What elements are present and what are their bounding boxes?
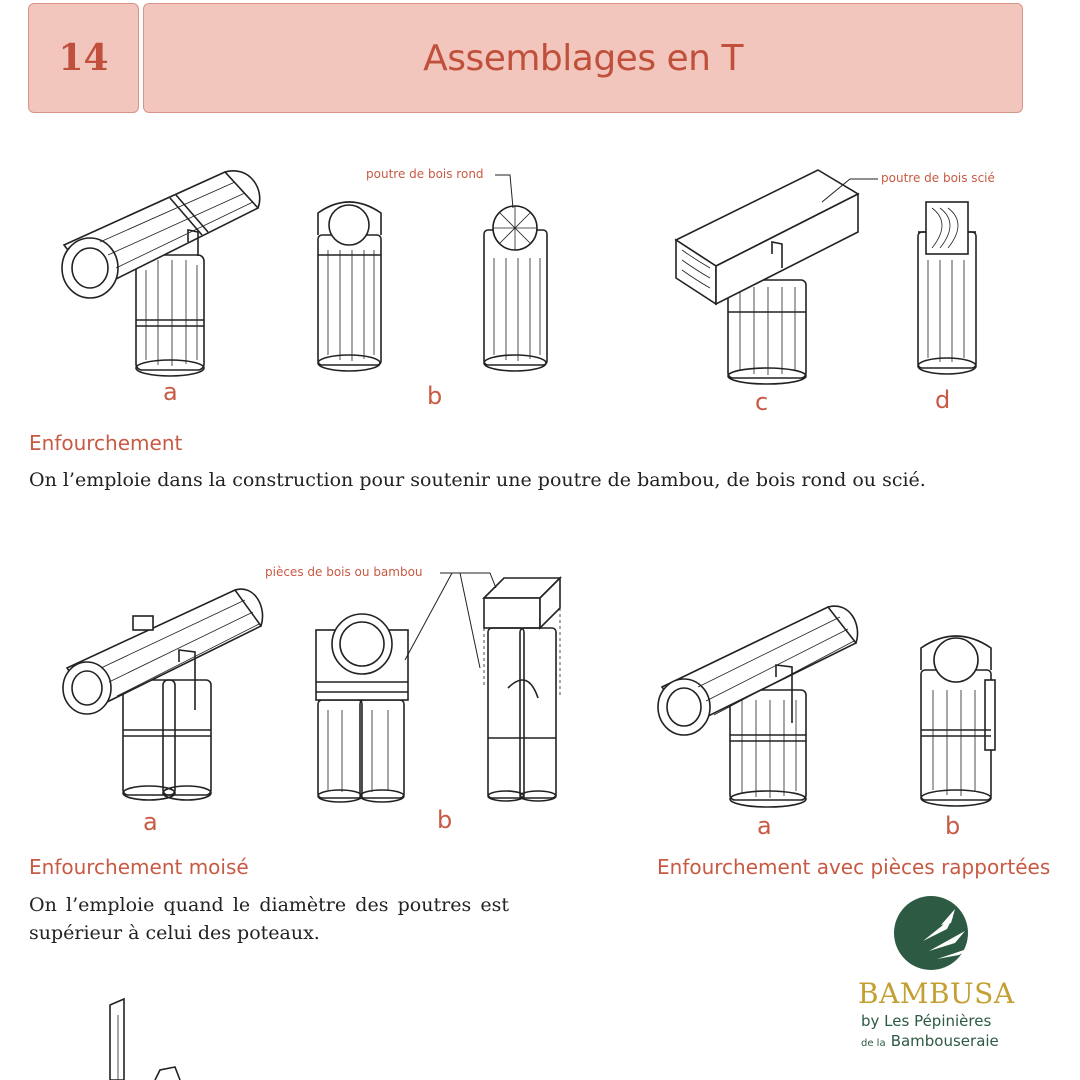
callout-poutre-bois-rond: poutre de bois rond (366, 167, 484, 181)
bamboo-leaf-icon (893, 895, 978, 975)
page-number: 14 (28, 3, 139, 113)
logo-subtitle-big: Bambouseraie (890, 1032, 999, 1050)
figure-label-1c: c (755, 388, 769, 416)
callout-poutre-bois-scie: poutre de bois scié (881, 171, 995, 185)
section-heading-enfourchement-moise: Enfourchement moisé (29, 855, 249, 879)
callout-pieces-bois-bambou: pièces de bois ou bambou (265, 565, 423, 579)
figure-label-3a: a (757, 812, 772, 840)
figure-label-2a: a (143, 808, 158, 836)
section-text-enfourchement-moise: On l’emploie quand le diamètre des poutres est supérieur à celui des poteaux. (29, 894, 509, 944)
drawing-1b-right (478, 200, 553, 375)
drawing-2a (55, 580, 270, 805)
callout-lines-pieces (400, 568, 500, 668)
drawing-1b-left (312, 195, 387, 375)
figure-label-1b: b (427, 382, 443, 410)
figure-label-2b: b (437, 806, 453, 834)
drawing-3b (915, 630, 1000, 810)
figure-label-1d: d (935, 386, 951, 414)
drawing-partial-bottom (100, 995, 210, 1080)
logo-subtitle-line1: by Les Pépinières (861, 1012, 992, 1030)
section-text-enfourchement: On l’emploie dans la construction pour soutenir une poutre de bambou, de bois rond ou scié. (29, 469, 926, 491)
callout-line-bois-scie (820, 176, 880, 206)
logo-subtitle-line2 (861, 1031, 999, 1050)
page-title: Assemblages en T (143, 3, 1023, 113)
drawing-2b-front (312, 600, 412, 805)
figure-label-3b: b (945, 812, 961, 840)
callout-line-bois-rond (495, 170, 525, 210)
logo-brand-name: BAMBUSA (858, 977, 1015, 1010)
logo-subtitle-small: de la (861, 1038, 886, 1049)
drawing-3a (650, 595, 865, 810)
figure-label-1a: a (163, 378, 178, 406)
drawing-1d (912, 198, 982, 378)
section-heading-enfourchement: Enfourchement (29, 431, 183, 455)
drawing-1a (50, 160, 265, 380)
section-heading-pieces-rapportees: Enfourchement avec pièces rapportées (657, 855, 1051, 879)
